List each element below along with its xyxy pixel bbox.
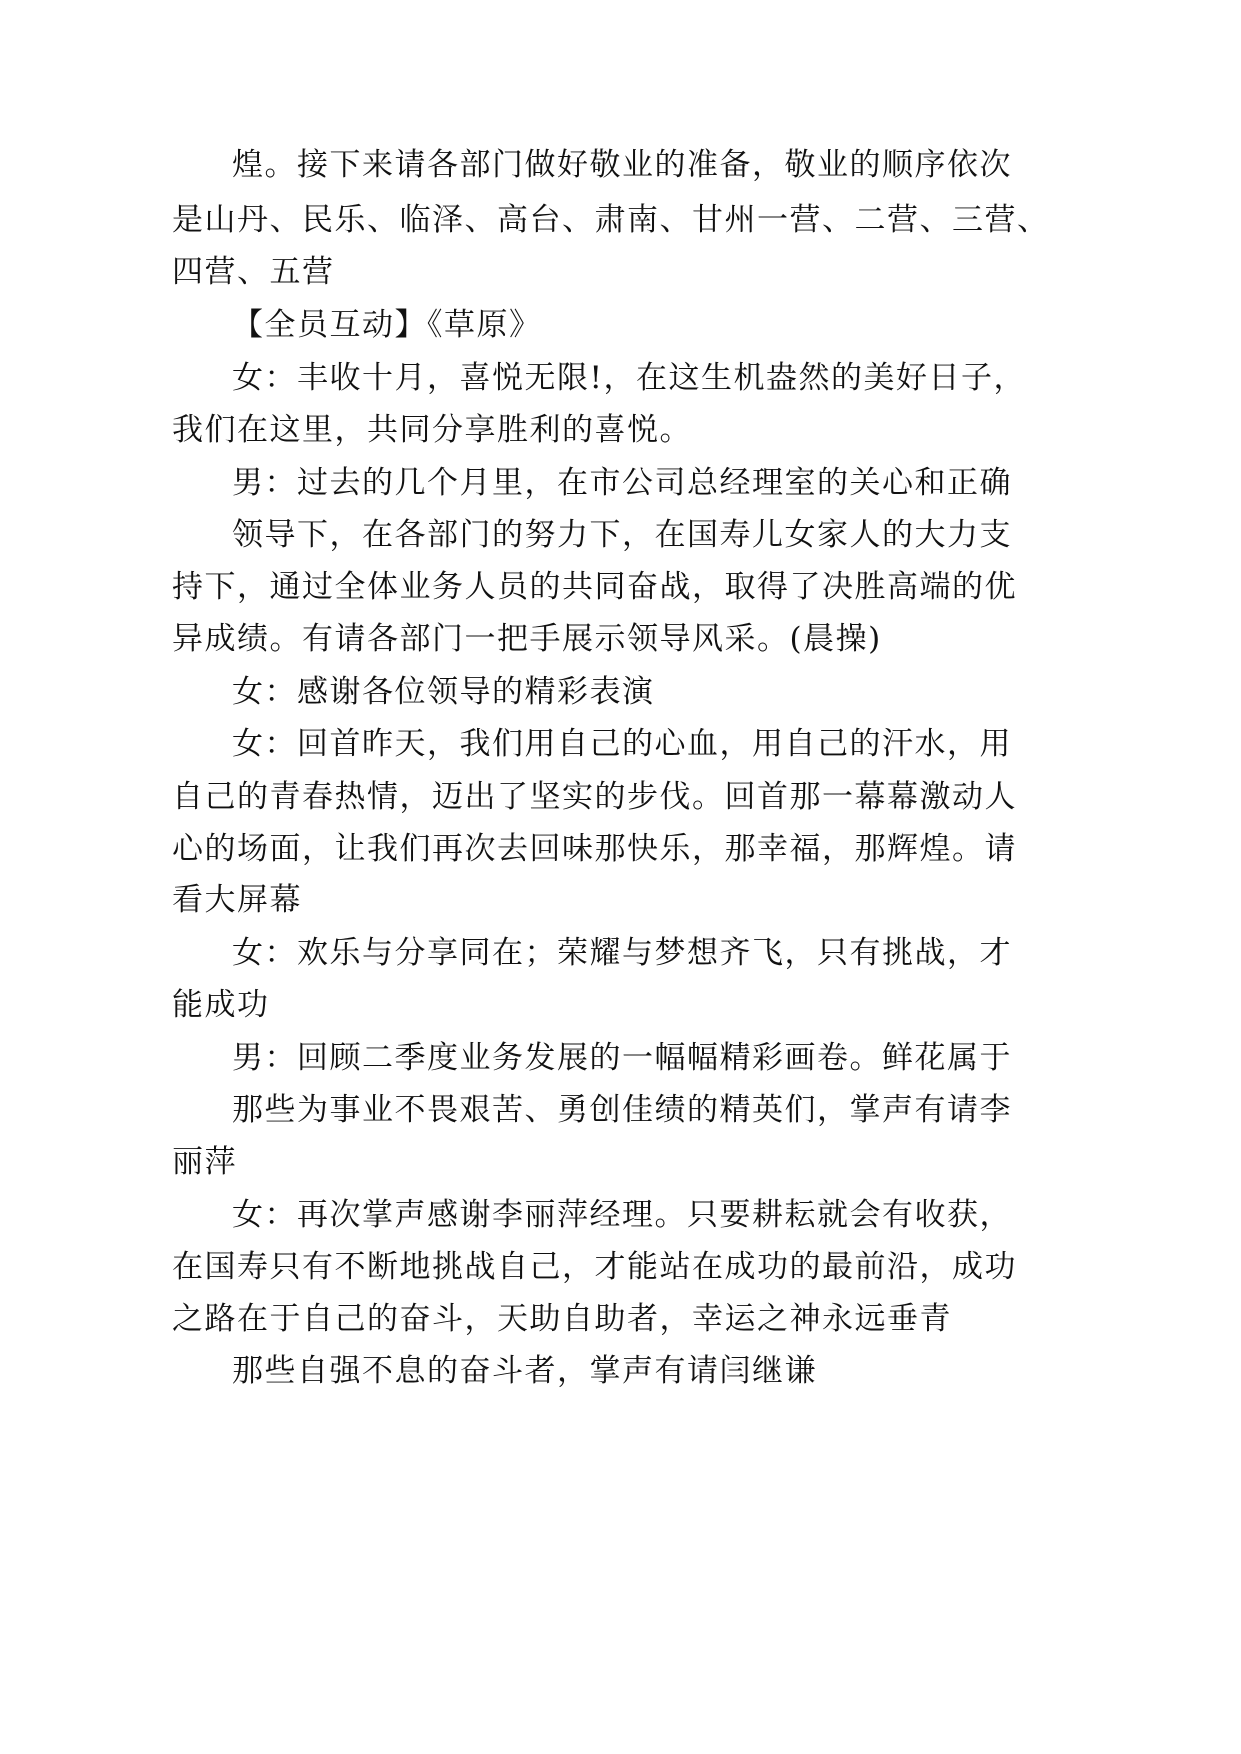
- text-line: 女：欢乐与分享同在；荣耀与梦想齐飞，只有挑战，才: [232, 935, 1012, 971]
- text-line: 异成绩。有请各部门一把手展示领导风采。(晨操): [172, 621, 882, 657]
- text-line: 男：回顾二季度业务发展的一幅幅精彩画卷。鲜花属于: [232, 1040, 1012, 1076]
- text-line: 那些自强不息的奋斗者，掌声有请闫继谦: [232, 1353, 817, 1389]
- text-line: 看大屏幕: [172, 882, 302, 918]
- text-line: 女：丰收十月，喜悦无限!，在这生机盎然的美好日子，: [232, 360, 1026, 396]
- text-line: 四营、五营: [172, 254, 335, 290]
- text-line: 我们在这里，共同分享胜利的喜悦。: [172, 412, 692, 448]
- text-line: 领导下，在各部门的努力下，在国寿儿女家人的大力支: [232, 517, 1012, 553]
- text-line: 丽萍: [172, 1144, 237, 1180]
- text-line: 在国寿只有不断地挑战自己，才能站在成功的最前沿，成功: [172, 1249, 1017, 1285]
- text-line: 男：过去的几个月里，在市公司总经理室的关心和正确: [232, 465, 1012, 501]
- text-line: 之路在于自己的奋斗，天助自助者，幸运之神永远垂青: [172, 1301, 952, 1337]
- text-line: 是山丹、民乐、临泽、高台、肃南、甘州一营、二营、三营、: [172, 202, 1050, 238]
- text-line: 煌。接下来请各部门做好敬业的准备，敬业的顺序依次: [232, 147, 1012, 183]
- text-line: 女：回首昨天，我们用自己的心血，用自己的汗水，用: [232, 726, 1012, 762]
- text-line: 自己的青春热情，迈出了坚实的步伐。回首那一幕幕激动人: [172, 779, 1017, 815]
- text-line: 女：再次掌声感谢李丽萍经理。只要耕耘就会有收获，: [232, 1197, 1012, 1233]
- section-heading: 【全员互动】《草原》: [232, 307, 542, 343]
- text-line: 能成功: [172, 987, 270, 1023]
- text-line: 持下，通过全体业务人员的共同奋战，取得了决胜高端的优: [172, 569, 1017, 605]
- text-line: 那些为事业不畏艰苦、勇创佳绩的精英们，掌声有请李: [232, 1092, 1012, 1128]
- text-line: 女：感谢各位领导的精彩表演: [232, 674, 655, 710]
- text-line: 心的场面，让我们再次去回味那快乐，那幸福，那辉煌。请: [172, 831, 1017, 867]
